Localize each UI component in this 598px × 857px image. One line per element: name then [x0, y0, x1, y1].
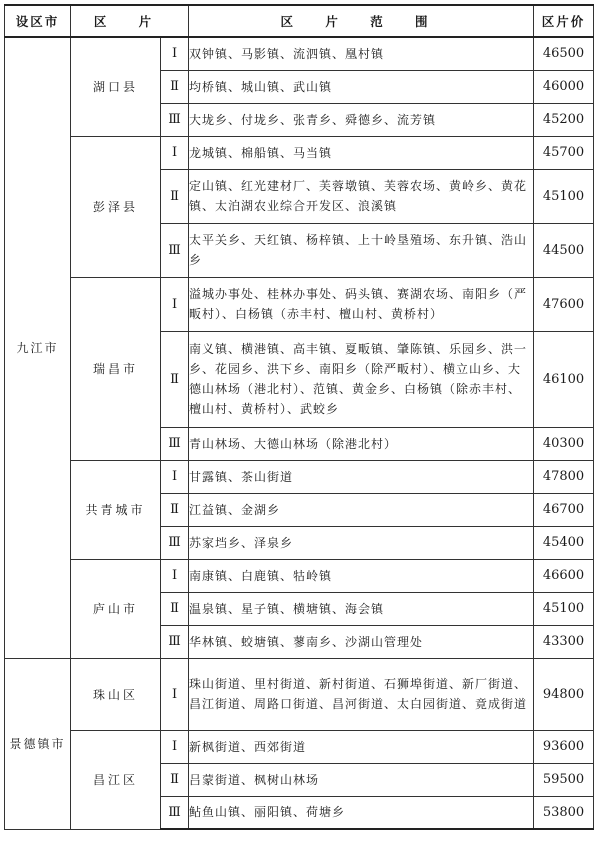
price-cell: 94800 [534, 658, 594, 730]
price-cell: 46600 [534, 559, 594, 592]
header-price: 区片价 [534, 5, 594, 37]
price-cell: 45700 [534, 136, 594, 169]
price-cell: 45100 [534, 592, 594, 625]
scope-cell: 苏家垱乡、泽泉乡 [189, 526, 534, 559]
table-row [5, 460, 594, 493]
grade-cell: Ⅰ [161, 658, 189, 730]
header-city: 设区市 [5, 5, 71, 37]
scope-cell: 吕蒙街道、枫树山林场 [189, 763, 534, 796]
city-name: 九江市 [5, 37, 71, 658]
scope-cell: 华林镇、蛟塘镇、蓼南乡、沙湖山管理处 [189, 625, 534, 658]
land-price-table [4, 4, 594, 830]
price-cell: 45200 [534, 103, 594, 136]
grade-cell: Ⅰ [161, 136, 189, 169]
grade-cell: Ⅱ [161, 592, 189, 625]
scope-cell: 溢城办事处、桂林办事处、码头镇、赛湖农场、南阳乡（严畈村）、白杨镇（赤丰村、檀山村、黄桥村） [189, 277, 534, 331]
price-cell: 93600 [534, 730, 594, 763]
table-row [5, 37, 594, 70]
district-name: 共青城市 [71, 460, 161, 559]
price-cell: 45100 [534, 169, 594, 223]
scope-cell: 双钟镇、马影镇、流泗镇、凰村镇 [189, 37, 534, 70]
price-cell: 47800 [534, 460, 594, 493]
table-row [5, 730, 594, 763]
scope-cell: 龙城镇、棉船镇、马当镇 [189, 136, 534, 169]
grade-cell: Ⅲ [161, 103, 189, 136]
scope-cell: 南康镇、白鹿镇、牯岭镇 [189, 559, 534, 592]
grade-cell: Ⅲ [161, 223, 189, 277]
price-cell: 46500 [534, 37, 594, 70]
grade-cell: Ⅲ [161, 526, 189, 559]
price-cell: 44500 [534, 223, 594, 277]
grade-cell: Ⅲ [161, 625, 189, 658]
grade-cell: Ⅱ [161, 70, 189, 103]
price-cell: 46000 [534, 70, 594, 103]
scope-cell: 大垅乡、付垅乡、张青乡、舜德乡、流芳镇 [189, 103, 534, 136]
district-name: 昌江区 [71, 730, 161, 829]
district-name: 瑞昌市 [71, 277, 161, 460]
scope-cell: 均桥镇、城山镇、武山镇 [189, 70, 534, 103]
scope-cell: 江益镇、金湖乡 [189, 493, 534, 526]
table-row [5, 136, 594, 169]
district-name: 湖口县 [71, 37, 161, 136]
price-cell: 53800 [534, 796, 594, 829]
price-cell: 59500 [534, 763, 594, 796]
grade-cell: Ⅰ [161, 460, 189, 493]
grade-cell: Ⅰ [161, 730, 189, 763]
grade-cell: Ⅲ [161, 427, 189, 460]
city-name: 景德镇市 [5, 658, 71, 829]
table-row [5, 658, 594, 730]
grade-cell: Ⅱ [161, 169, 189, 223]
grade-cell: Ⅰ [161, 277, 189, 331]
grade-cell: Ⅱ [161, 763, 189, 796]
scope-cell: 新枫街道、西郊街道 [189, 730, 534, 763]
grade-cell: Ⅲ [161, 796, 189, 829]
price-cell: 46700 [534, 493, 594, 526]
scope-cell: 定山镇、红光建材厂、芙蓉墩镇、芙蓉农场、黄岭乡、黄花镇、太泊湖农业综合开发区、浪溪镇 [189, 169, 534, 223]
scope-cell: 温泉镇、星子镇、横塘镇、海会镇 [189, 592, 534, 625]
grade-cell: Ⅱ [161, 331, 189, 427]
district-name: 珠山区 [71, 658, 161, 730]
grade-cell: Ⅱ [161, 493, 189, 526]
scope-cell: 太平关乡、天红镇、杨梓镇、上十岭垦殖场、东升镇、浩山乡 [189, 223, 534, 277]
header-district: 区 片 [71, 5, 189, 37]
grade-cell: Ⅰ [161, 37, 189, 70]
header-scope: 区 片 范 围 [189, 5, 534, 37]
scope-cell: 南义镇、横港镇、高丰镇、夏畈镇、肇陈镇、乐园乡、洪一乡、花园乡、洪下乡、南阳乡（除严畈村）、横立山乡、大德山林场（港北村）、范镇、黄金乡、白杨镇（除赤丰村、檀山村、黄桥村）、武蛟乡 [189, 331, 534, 427]
scope-cell: 珠山街道、里村街道、新村街道、石狮埠街道、新厂街道、昌江街道、周路口街道、昌河街道、太白园街道、竟成街道 [189, 658, 534, 730]
price-cell: 43300 [534, 625, 594, 658]
table-row [5, 277, 594, 331]
scope-cell: 鲇鱼山镇、丽阳镇、荷塘乡 [189, 796, 534, 829]
district-name: 庐山市 [71, 559, 161, 658]
header-row [5, 5, 594, 37]
price-cell: 40300 [534, 427, 594, 460]
district-name: 彭泽县 [71, 136, 161, 277]
price-cell: 46100 [534, 331, 594, 427]
table-row [5, 559, 594, 592]
price-cell: 45400 [534, 526, 594, 559]
grade-cell: Ⅰ [161, 559, 189, 592]
scope-cell: 青山林场、大德山林场（除港北村） [189, 427, 534, 460]
scope-cell: 甘露镇、茶山街道 [189, 460, 534, 493]
price-cell: 47600 [534, 277, 594, 331]
